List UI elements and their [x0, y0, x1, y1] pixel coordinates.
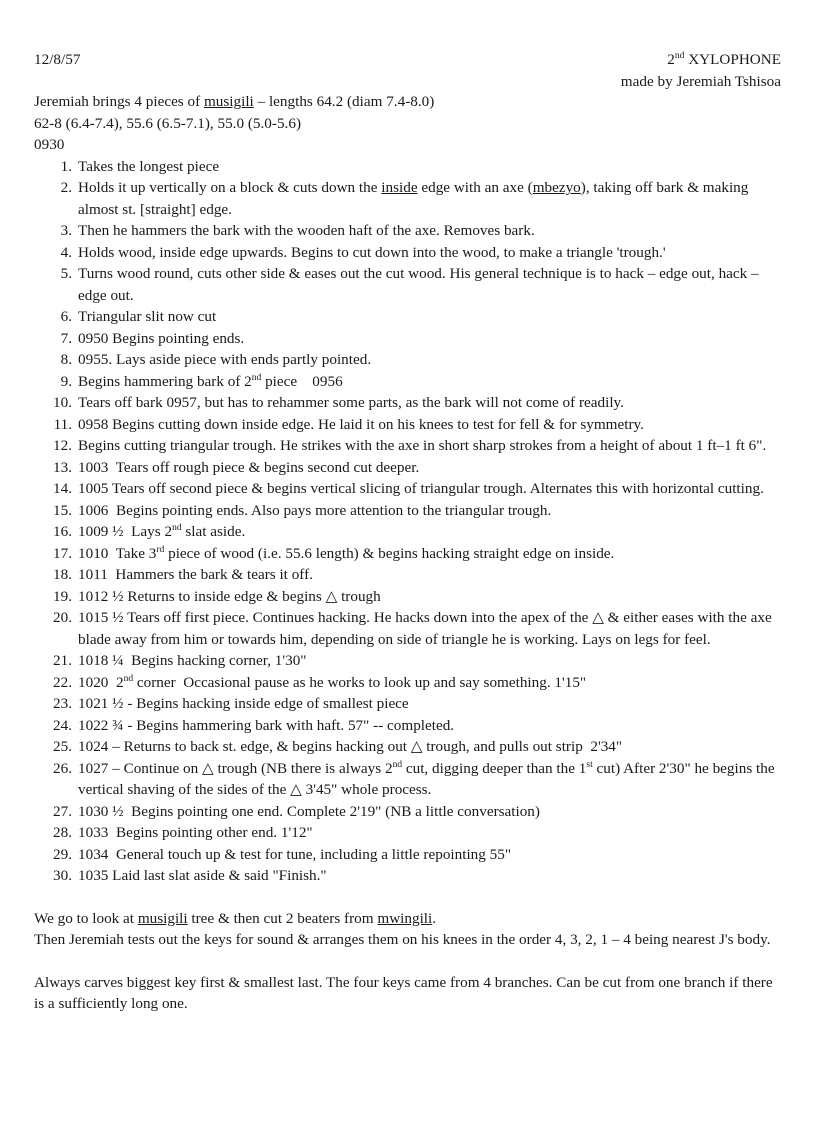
underlined-term: musigili: [203, 93, 254, 110]
step-text: Tears off bark 0957, but has to rehammer some parts, as the bark will not come of readily.: [78, 394, 624, 411]
step-number: 5.: [60, 265, 72, 282]
step-number: 24.: [53, 716, 72, 734]
step-number: 12.: [53, 437, 72, 454]
step-number: 19.: [53, 587, 72, 605]
step-number: 7.: [60, 329, 72, 347]
underlined-term: musigili: [137, 909, 188, 927]
step-text: [78, 758, 784, 801]
step-number: 20.: [53, 609, 72, 626]
title-number: 2: [667, 51, 675, 68]
list-item: [34, 607, 784, 650]
intro-text: – lengths 64.2 (diam 7.4-8.0): [253, 93, 435, 110]
list-item: [34, 328, 784, 350]
ordinal-suffix: nd: [123, 673, 134, 684]
list-item: [34, 521, 784, 543]
document-header: [621, 49, 781, 93]
step-text: 0950 Begins pointing ends.: [78, 329, 245, 347]
list-item: [34, 586, 784, 608]
text-part: ), taking off bark & making almost st. [straight] edge.: [78, 179, 749, 218]
list-item: [34, 263, 784, 306]
step-text: [78, 177, 784, 220]
step-text: [78, 371, 784, 393]
step-text: 0955. Lays aside piece with ends partly pointed.: [78, 351, 372, 368]
text-part: edge with an axe (: [417, 179, 533, 196]
date: 12/8/57: [34, 51, 81, 68]
step-text: [78, 521, 784, 543]
spacer: [34, 887, 784, 908]
step-number: 28.: [53, 824, 72, 841]
text-part: tree & then cut 2 beaters from: [187, 909, 378, 927]
list-item: [34, 392, 784, 414]
step-number: 22.: [53, 673, 72, 691]
step-number: 16.: [53, 523, 72, 540]
list-item: [34, 736, 784, 758]
steps-list: [34, 156, 784, 887]
step-number: 10.: [53, 394, 72, 411]
step-number: 25.: [53, 738, 72, 755]
list-item: [34, 844, 784, 866]
step-text: 1003 Tears off rough piece & begins second cut deeper.: [78, 458, 420, 476]
step-text: [78, 543, 784, 565]
text-part: Begins hammering bark of 2: [78, 372, 252, 390]
title-ordinal: nd: [674, 50, 685, 61]
underlined-term: mbezyo: [532, 179, 581, 196]
closing-paragraph-3: Always carves biggest key first & smallest last. The four keys came from 4 branches. Can be cut from one branch if there is a sufficiently long one.: [34, 973, 773, 1012]
step-number: 27.: [53, 802, 72, 820]
list-item: [34, 414, 784, 436]
list-item: [34, 672, 784, 694]
list-item: [34, 242, 784, 264]
step-text: 1005 Tears off second piece & begins vertical slicing of triangular trough. Alternates this with horizontal cutting.: [78, 480, 764, 497]
list-item: [34, 543, 784, 565]
list-item: [34, 715, 784, 737]
step-number: 17.: [53, 544, 72, 562]
list-item: [34, 650, 784, 672]
step-number: 14.: [53, 480, 72, 497]
list-item: [34, 177, 784, 220]
text-part: 1010 Take 3: [78, 544, 157, 562]
closing-paragraph-1: [34, 908, 784, 930]
list-item: [34, 693, 784, 715]
step-text: Takes the longest piece: [78, 157, 220, 175]
step-number: 3.: [60, 222, 72, 239]
step-text: 0958 Begins cutting down inside edge. He laid it on his knees to test for fell & for symmetry.: [78, 415, 644, 433]
underlined-term: mwingili: [377, 909, 433, 927]
step-text: [78, 672, 784, 694]
list-item: [34, 220, 784, 242]
text-part: cut, digging deeper than the 1: [402, 759, 587, 777]
step-text: 1018 ¼ Begins hacking corner, 1'30": [78, 652, 307, 669]
list-item: [34, 478, 784, 500]
text-part: 1020 2: [78, 673, 124, 691]
text-part: slat aside.: [181, 523, 246, 540]
step-number: 2.: [60, 179, 72, 196]
step-number: 11.: [53, 415, 72, 433]
list-item: [34, 801, 784, 823]
text-part: Holds it up vertically on a block & cuts down the: [78, 179, 382, 196]
text-part: cut) After 2'30" he begins the vertical shaving of the sides of the △ 3'45" whole process.: [78, 759, 775, 798]
intro-line-1: [34, 91, 784, 113]
text-part: 1009 ½ Lays 2: [78, 523, 173, 540]
list-item: [34, 500, 784, 522]
step-number: 6.: [60, 308, 72, 325]
list-item: [34, 306, 784, 328]
ordinal-suffix: nd: [172, 522, 182, 533]
step-text: 1030 ½ Begins pointing one end. Complete 2'19" (NB a little conversation): [78, 802, 540, 820]
step-text: 1021 ½ - Begins hacking inside edge of smallest piece: [78, 695, 409, 712]
text-part: piece 0956: [261, 372, 343, 390]
step-text: 1011 Hammers the bark & tears it off.: [78, 566, 313, 583]
text-part: 1027 – Continue on △ trough (NB there is always 2: [78, 759, 393, 777]
list-item: [34, 371, 784, 393]
list-item: [34, 457, 784, 479]
intro-time: 0930: [34, 136, 65, 153]
text-part: corner Occasional pause as he works to look up and say something. 1'15": [133, 673, 587, 691]
step-number: 23.: [53, 695, 72, 712]
step-text: Then he hammers the bark with the wooden haft of the axe. Removes bark.: [78, 222, 535, 239]
step-text: 1034 General touch up & test for tune, including a little repointing 55": [78, 845, 512, 863]
step-number: 29.: [53, 845, 72, 863]
intro-text: Jeremiah brings 4 pieces of: [34, 93, 204, 110]
spacer: [34, 951, 784, 972]
list-item: [34, 435, 784, 457]
step-text: Begins cutting triangular trough. He strikes with the axe in short sharp strokes from a height of about 1 ft–1 ft 6".: [78, 437, 767, 454]
step-text: Holds wood, inside edge upwards. Begins to cut down into the wood, to make a triangle 'trough.': [78, 243, 666, 261]
step-text: 1024 – Returns to back st. edge, & begins hacking out △ trough, and pulls out strip 2'34": [78, 738, 623, 755]
step-number: 21.: [53, 652, 72, 669]
list-item: [34, 758, 784, 801]
document-title: [621, 49, 781, 71]
step-number: 9.: [60, 372, 72, 390]
step-number: 30.: [53, 867, 72, 884]
step-number: 18.: [53, 566, 72, 583]
step-text: 1022 ¾ - Begins hammering bark with haft. 57" -- completed.: [78, 716, 455, 734]
step-text: 1015 ½ Tears off first piece. Continues hacking. He hacks down into the apex of the △ & either eases with the axe blade away from him or towards him, depending on side of triangle he is working. Lays on legs for feel.: [78, 609, 772, 648]
text-part: .: [432, 909, 437, 927]
step-number: 15.: [53, 501, 72, 519]
step-number: 13.: [53, 458, 72, 476]
notes-body: [34, 91, 784, 1015]
step-number: 1.: [60, 157, 72, 175]
ordinal-suffix: nd: [251, 372, 262, 383]
list-item: [34, 822, 784, 844]
title-text: XYLOPHONE: [684, 51, 781, 68]
list-item: [34, 564, 784, 586]
ordinal-suffix: nd: [392, 759, 403, 770]
step-number: 4.: [60, 243, 72, 261]
text-part: We go to look at: [34, 909, 138, 927]
intro-line-2: 62-8 (6.4-7.4), 55.6 (6.5-7.1), 55.0 (5.0-5.6): [34, 114, 301, 132]
step-number: 26.: [53, 759, 72, 777]
ordinal-suffix: rd: [156, 544, 165, 555]
step-text: Triangular slit now cut: [78, 308, 217, 325]
underlined-term: inside: [381, 179, 418, 196]
step-text: 1033 Begins pointing other end. 1'12": [78, 824, 313, 841]
list-item: [34, 865, 784, 887]
step-text: 1012 ½ Returns to inside edge & begins △ trough: [78, 587, 381, 605]
step-number: 8.: [60, 351, 72, 368]
maker-line: made by Jeremiah Tshisoa: [620, 73, 781, 90]
list-item: [34, 156, 784, 178]
closing-paragraph-2: Then Jeremiah tests out the keys for sound & arranges them on his knees in the order 4, 3, 2, 1 – 4 being nearest J's body.: [34, 931, 771, 948]
step-text: 1035 Laid last slat aside & said "Finish.": [78, 867, 327, 884]
ordinal-suffix: st: [586, 759, 593, 770]
step-text: 1006 Begins pointing ends. Also pays more attention to the triangular trough.: [78, 501, 552, 519]
list-item: [34, 349, 784, 371]
text-part: piece of wood (i.e. 55.6 length) & begins hacking straight edge on inside.: [164, 544, 615, 562]
step-text: Turns wood round, cuts other side & eases out the cut wood. His general technique is to hack – edge out, hack – edge out.: [78, 265, 759, 304]
